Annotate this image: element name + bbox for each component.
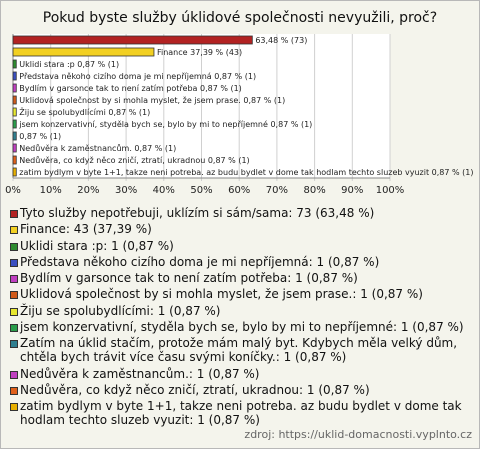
x-tick-label: 50%: [190, 185, 213, 196]
legend-swatch: [10, 243, 18, 251]
bar-data-label: jsem konzervativní, styděla bych se, bylo by mi to nepříjemné 0,87 % (1): [19, 120, 313, 129]
legend-swatch: [10, 226, 18, 234]
bar: [13, 144, 16, 152]
source-text: zdroj: https://uklid-domacnosti.vyplnto.cz: [244, 428, 472, 441]
legend-swatch: [10, 308, 18, 316]
legend-swatch: [10, 324, 18, 332]
legend-label: Nedůvěra k zaměstnancům.: 1 (0,87 %): [20, 366, 260, 381]
legend-label: jsem konzervativní, styděla bych se, bylo by mi to nepříjemné: 1 (0,87 %): [20, 320, 464, 335]
x-tick-label: 100%: [375, 185, 405, 196]
legend-item: [10, 336, 476, 364]
legend-item: [10, 287, 476, 301]
bar-data-label: Představa někoho cizího doma je mi nepříjemná 0,87 % (1): [19, 72, 257, 81]
bar-data-label: Žiju se spolubydlícími 0,87 % (1): [19, 108, 151, 117]
legend-item: [10, 304, 476, 318]
x-tick-label: 20%: [77, 185, 100, 196]
bar-data-label: Uklidi stara :p 0,87 % (1): [19, 60, 120, 69]
x-tick-label: 70%: [265, 185, 289, 196]
legend-label: zatim bydlym v byte 1+1, takze neni potreba. az budu bydlet v dome tak hodlam techto sluzeb vyuzit: 1 (0,87 %): [20, 399, 462, 428]
x-tick-label: 60%: [228, 185, 251, 196]
bar: [13, 36, 252, 44]
legend-swatch: [10, 291, 18, 299]
chart-title: Pokud byste služby úklidové společnosti nevyužili, proč?: [42, 10, 438, 26]
legend-label: Představa někoho cizího doma je mi nepříjemná: 1 (0,87 %): [20, 254, 380, 269]
bar: [13, 156, 16, 164]
legend-swatch: [10, 387, 18, 395]
x-tick-label: 0%: [5, 185, 21, 196]
legend-item: [10, 206, 476, 220]
bar: [13, 84, 16, 92]
bar: [13, 96, 16, 104]
legend-item: [10, 399, 476, 427]
bar: [13, 120, 16, 128]
bar-data-label: 0,87 % (1): [19, 132, 62, 141]
legend-label: Tyto služby nepotřebuji, uklízím si sám/sama: 73 (63,48 %): [20, 206, 375, 220]
legend-swatch: [10, 259, 18, 267]
bar: [13, 132, 16, 140]
legend-item: [10, 239, 476, 253]
legend-label: Uklidi stara :p: 1 (0,87 %): [20, 238, 174, 253]
x-tick-label: 40%: [152, 185, 175, 196]
legend-item: [10, 367, 476, 381]
legend-label: Finance: 43 (37,39 %): [20, 222, 152, 237]
bar-data-label: 63,48 % (73): [255, 36, 308, 45]
bar-data-label: zatim bydlym v byte 1+1, takze neni potreba. az budu bydlet v dome tak hodlam techto sluzeb vyuzit 0,87 % (1): [19, 168, 474, 177]
legend-label: Zatím na úklid stačím, protože mám malý byt. Kdybych měla velký dům, chtěla bych trávit více času svými koníčky.: 1 (0,87 %): [20, 336, 458, 365]
legend-swatch: [10, 340, 18, 348]
bar-data-label: Nedůvěra k zaměstnancům. 0,87 % (1): [19, 144, 177, 153]
legend-item: [10, 320, 476, 334]
bar: [13, 60, 16, 68]
legend-item: [10, 255, 476, 269]
legend-item: [10, 222, 476, 236]
legend-swatch: [10, 275, 18, 283]
chart-legend: [10, 206, 476, 430]
x-tick-label: 30%: [114, 185, 138, 196]
x-tick-label: 80%: [303, 185, 326, 196]
bar-data-label: Finance 37,39 % (43): [156, 48, 243, 57]
legend-label: Žiju se spolubydlícími: 1 (0,87 %): [20, 303, 221, 318]
legend-label: Bydlím v garsonce tak to není zatím potřeba: 1 (0,87 %): [20, 271, 358, 286]
legend-label: Uklidová společnost by si mohla myslet, že jsem prase.: 1 (0,87 %): [20, 287, 423, 302]
legend-swatch: [10, 210, 18, 218]
bar-data-label: Bydlím v garsonce tak to není zatím potřeba 0,87 % (1): [19, 84, 242, 93]
bar: [13, 168, 16, 176]
legend-swatch: [10, 403, 18, 411]
bar: [13, 108, 16, 116]
x-tick-label: 90%: [341, 185, 364, 196]
legend-item: [10, 383, 476, 397]
legend-item: [10, 271, 476, 285]
bar-data-label: Nedůvěra, co když něco zničí, ztratí, ukradnou 0,87 % (1): [19, 156, 250, 165]
legend-label: Nedůvěra, co když něco zničí, ztratí, ukradnou: 1 (0,87 %): [20, 382, 370, 397]
bar: [13, 48, 154, 56]
bar-data-label: Uklidová společnost by si mohla myslet, že jsem prase. 0,87 % (1): [19, 96, 286, 105]
legend-swatch: [10, 371, 18, 379]
x-tick-label: 10%: [39, 185, 62, 196]
bar: [13, 72, 16, 80]
